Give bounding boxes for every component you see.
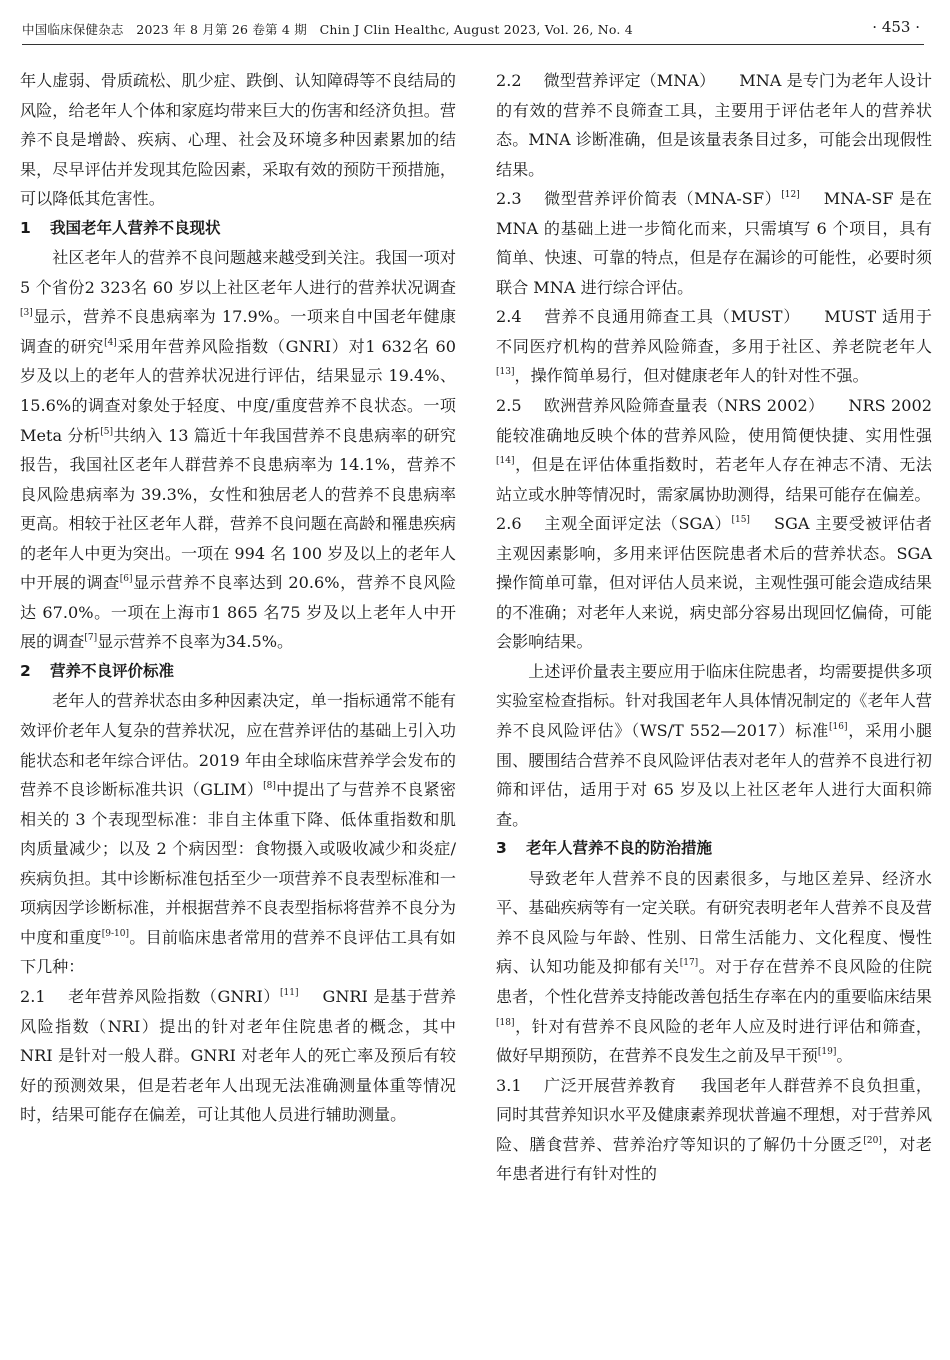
left-column [20,66,456,1130]
subsection-body: SGA 主要受被评估者主观因素影响，多用来评估医院患者术后的营养状态。SGA 操作简单可靠，但对评估人员来说，主观性强可能会造成结果的不准确；对老年人来说，病史部分容易出现回忆偏倚，可能会影响结果。 [496,514,932,652]
section-2-paragraph [20,686,456,981]
section-title: 营养不良评价标准 [50,661,175,680]
running-header [22,14,924,45]
subsection-number: 2.5 [496,396,522,416]
journal-running-head: 中国临床保健杂志 2023 年 8 月第 26 卷第 4 期 Chin J Clin Healthc, August 2023, Vol. 26, No. 4 [22,22,633,37]
page-number: · 453 · [872,18,920,36]
section-title: 我国老年人营养不良现状 [50,218,221,237]
subsection-title: 广泛开展营养教育 [543,1075,677,1095]
section-number: 3 [496,839,507,858]
text-run: 显示营养不良率达到 20.6%，营养不良风险达 67.0%。一项在上海市1 865 名75 岁及以上老年人中开展的调查 [20,573,456,652]
citation: [13] [496,367,515,378]
subsection-title: 老年营养风险指数（GNRI） [67,986,280,1006]
text-run: 共纳入 13 篇近十年我国营养不良患病率的研究报告，我国社区老年人群营养不良患病率为 14.1%，营养不良风险患病率为 39.3%，女性和独居老人的营养不良患病率更高。相较于社区老年人群，营养不良问题在高龄和罹患疾病的老年人中更为突出。一项在 994 名 100 岁及以上的老年人中开展的调查 [20,425,456,593]
subsection-title: 微型营养评定（MNA） [543,71,716,90]
text-run: 社区老年人的营养不良问题越来越受到关注。我国一项对 5 个省份2 323名 60 岁以上社区老年人进行的营养状况调查 [20,248,456,297]
section-2-heading [20,657,456,687]
citation: [9-10] [101,928,129,939]
citation: [18] [496,1017,515,1028]
citation: [3] [20,308,33,319]
subsection-2-3 [496,184,932,302]
section-number: 1 [20,218,31,237]
intro-tail-paragraph: 年人虚弱、骨质疏松、肌少症、跌倒、认知障碍等不良结局的风险，给老年人个体和家庭均带来巨大的伤害和经济负担。营养不良是增龄、疾病、心理、社会及环境多种因素累加的结果，尽早评估并发现其危险因素，采取有效的预防干预措施，可以降低其危害性。 [20,71,456,209]
standard-paragraph [496,657,932,834]
text-run: 采用年营养风险指数（GNRI）对1 632名 60 岁及以上的老年人的营养状况进行评估，结果显示 19.4%、15.6%的调查对象处于轻度、中度/重度营养不良状态。一项 Meta 分析 [20,336,457,445]
citation: [16] [829,722,848,733]
subsection-body: 我国老年人群营养不良负担重，同时其营养知识水平及健康素养现状普遍不理想，对于营养风险、膳食营养、营养治疗等知识的了解仍十分匮乏 [496,1075,933,1154]
citation: [17] [679,958,699,969]
citation: [4] [104,337,117,348]
citation: [14] [496,456,515,467]
text-run: ，针对有营养不良风险的老年人应及时进行评估和筛查，做好早期预防，在营养不良发生之前及早干预 [496,1016,932,1066]
citation: [15] [731,515,750,526]
citation: [12] [781,190,800,201]
citation: [20] [863,1135,882,1146]
subsection-2-6 [496,509,932,657]
section-title: 老年人营养不良的防治措施 [526,839,713,858]
subsection-body: ，对老年患者进行有针对性的 [496,1134,933,1184]
subsection-body: MNA-SF 是在 MNA 的基础上进一步简化而来，只需填写 6 个项目，具有简单、快速、可靠的特点，但是存在漏诊的可能性，必要时须联合 MNA 进行综合评估。 [496,189,932,297]
citation: [19] [817,1047,837,1058]
subsection-number: 2.4 [496,307,522,327]
subsection-title: 欧洲营养风险筛查量表（NRS 2002） [543,396,825,416]
text-run: 导致老年人营养不良的因素很多，与地区差异、经济水平、基础疾病等有一定关联。有研究表明老年人营养不良及营养不良风险与年龄、性别、日常生活能力、文化程度、慢性病、认知功能及抑郁有关 [496,868,932,977]
text-run: 上述评价量表主要应用于临床住院患者，均需要提供多项实验室检查指标。针对我国老年人具体情况制定的《老年人营养不良风险评估》（WS/T 552—2017）标准 [496,661,932,741]
subsection-title: 微型营养评价简表（MNA-SF） [543,189,782,209]
citation: [7] [84,633,98,644]
citation: [8] [263,781,276,792]
text-run: 老年人的营养状态由多种因素决定，单一指标通常不能有效评价老年人复杂的营养状况，应在营养评估的基础上引入功能状态和老年综合评估。2019 年由全球临床营养学会发布的营养不良诊断标准共识（GLIM） [20,691,456,800]
section-3-heading [496,834,932,864]
subsection-title: 主观全面评定法（SGA） [543,514,732,534]
citation: [5] [100,426,114,437]
section-3-paragraph [496,864,932,1071]
section-1-heading [20,214,456,244]
subsection-2-1 [20,982,456,1130]
subsection-number: 2.6 [496,514,522,534]
text-run: 显示营养不良率为34.5%。 [97,632,294,652]
subsection-body: GNRI 是基于营养风险指数（NRI）提出的针对老年住院患者的概念，其中 NRI 是针对一般人群。GNRI 对老年人的死亡率及预后有较好的预测效果，但是若老年人出现无法准确测量体重等情况时，结果可能存在偏差，可让其他人员进行辅助测量。 [20,986,456,1125]
subsection-number: 3.1 [496,1075,522,1095]
text-run: 。目前临床患者常用的营养不良评估工具有如下几种： [20,927,456,977]
subsection-body: ，操作简单易行，但对健康老年人的针对性不强。 [514,366,869,386]
subsection-body: ，但是在评估体重指数时，若老年人存在神志不清、无法站立或水肿等情况时，需家属协助测得，结果可能存在偏差。 [496,455,932,504]
text-run: 。 [836,1046,853,1066]
text-run: 显示，营养不良患病率为 17.9%。一项来自中国老年健康调查的研究 [20,307,456,356]
right-column [496,66,932,1189]
subsection-2-2 [496,66,932,184]
subsection-title: 营养不良通用筛查工具（MUST） [543,307,801,327]
section-1-paragraph [20,243,456,657]
subsection-3-1 [496,1071,932,1189]
text-run: 。对于存在营养不良风险的住院患者，个性化营养支持能改善包括生存率在内的重要临床结果 [496,957,933,1006]
citation: [6] [119,574,133,585]
subsection-body: NRS 2002 能较准确地反映个体的营养风险，使用简便快捷、实用性强 [496,396,932,445]
subsection-2-4 [496,302,932,391]
section-number: 2 [20,661,31,680]
subsection-2-5 [496,391,932,509]
subsection-body: MNA 是专门为老年人设计的有效的营养不良筛查工具，主要用于评估老年人的营养状态。MNA 诊断准确，但是该量表条目过多，可能会出现假性结果。 [496,71,932,179]
text-run: ，采用小腿围、腰围结合营养不良风险评估表对老年人的营养不良进行初筛和评估，适用于对 65 岁及以上社区老年人进行大面积筛查。 [496,721,933,829]
subsection-body: MUST 适用于不同医疗机构的营养风险筛查，多用于社区、养老院老年人 [496,307,932,356]
text-run: 中提出了与营养不良紧密相关的 3 个表现型标准：非自主体重下降、低体重指数和肌肉质量减少；以及 2 个病因型：食物摄入或吸收减少和炎症/疾病负担。其中诊断标准包括至少一项营养不良表型标准和一项病因学诊断标准，并根据营养不良表型指标将营养不良分为中度和重度 [20,780,456,947]
subsection-number: 2.3 [496,189,522,209]
citation: [11] [280,987,299,998]
subsection-number: 2.1 [20,986,46,1006]
subsection-number: 2.2 [496,71,522,90]
